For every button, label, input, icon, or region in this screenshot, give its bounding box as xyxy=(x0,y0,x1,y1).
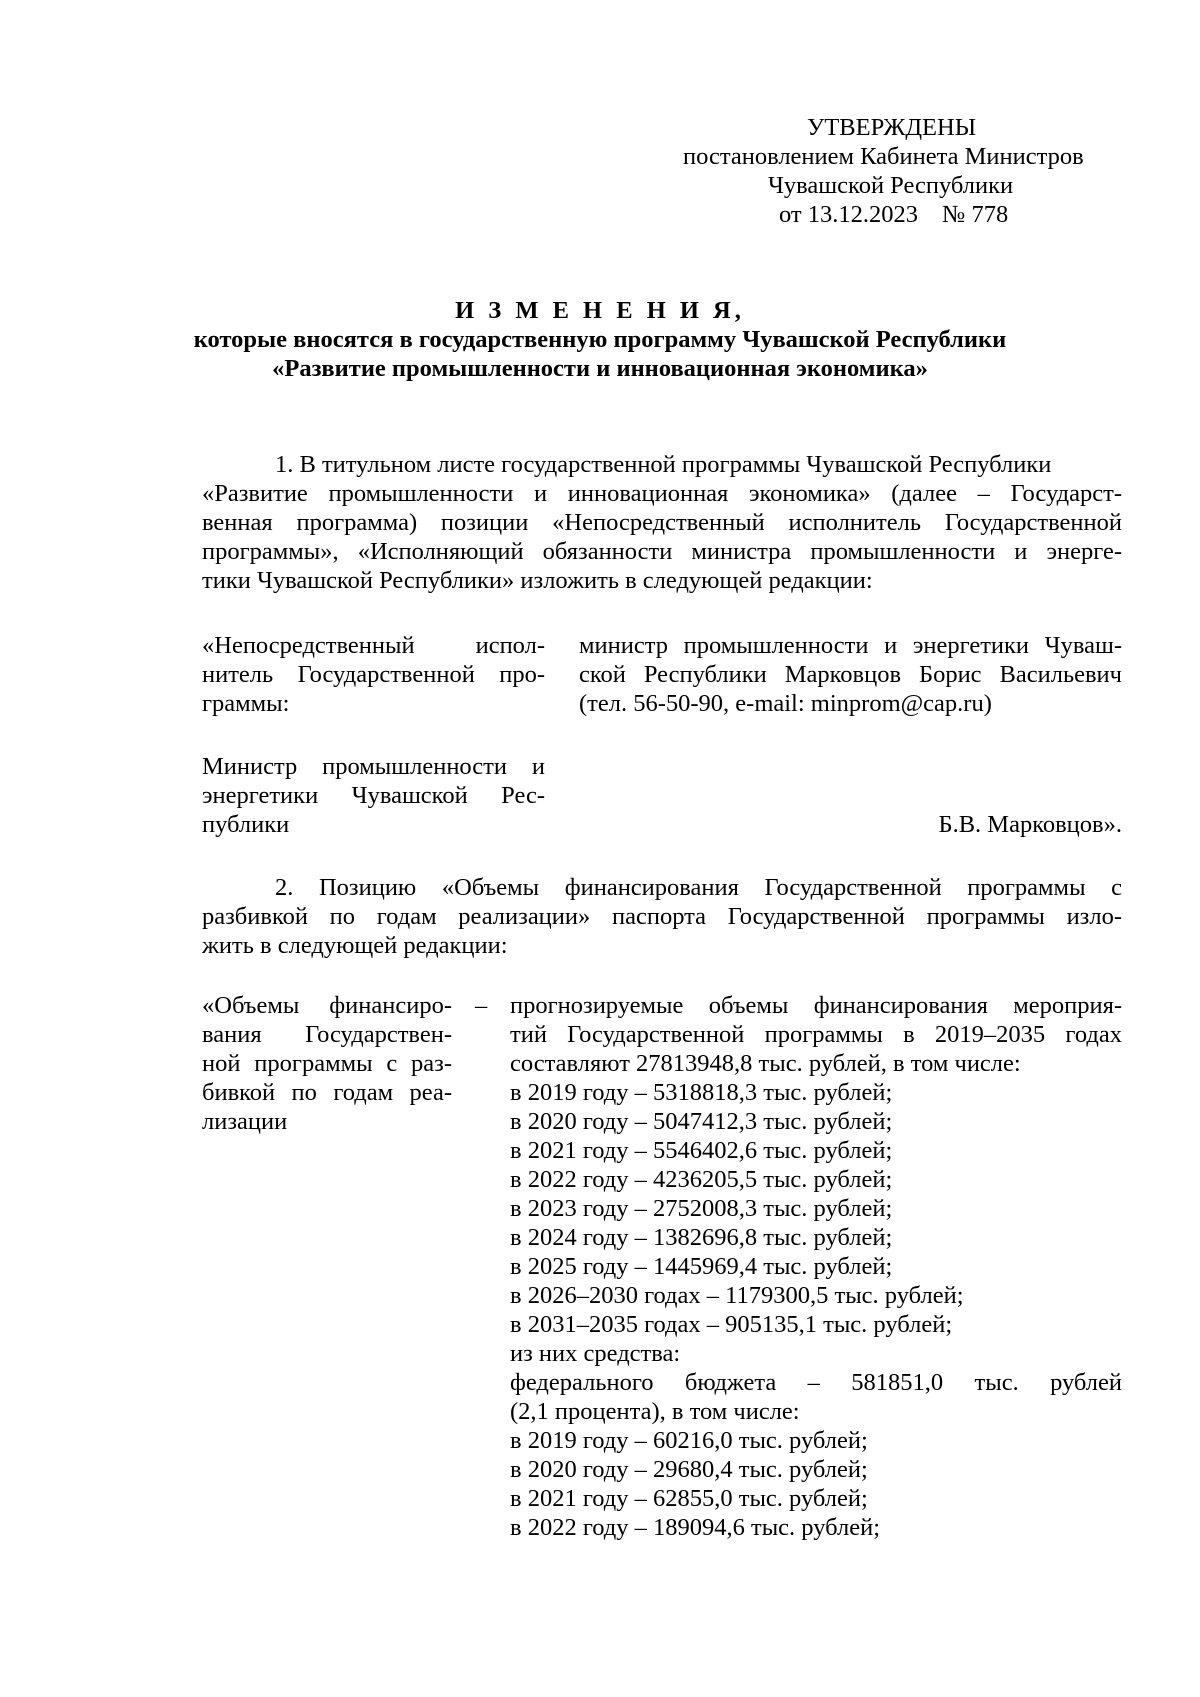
funding-value-line: составляют 27813948,8 тыс. рублей, в том числе: xyxy=(510,1050,1021,1077)
funding-value-line: в 2024 году – 1382696,8 тыс. рублей; xyxy=(510,1224,893,1251)
funding-value-line: тий Государственной программы в 2019–2035 годах xyxy=(510,1021,1122,1048)
approved-number: № 778 xyxy=(942,201,1009,228)
funding-value-line: в 2021 году – 5546402,6 тыс. рублей; xyxy=(510,1137,893,1164)
funding-value-line: в 2025 году – 1445969,4 тыс. рублей; xyxy=(510,1253,893,1280)
funding-value-line: федерального бюджета – 581851,0 тыс. рублей xyxy=(510,1369,1122,1396)
funding-label-line: ной программы с раз- xyxy=(202,1050,452,1077)
executor-label-line: «Непосредственный испол- xyxy=(202,632,545,659)
item-1-line: тики Чувашской Республики» изложить в следующей редакции: xyxy=(202,567,873,594)
funding-label-line: «Объемы финансиро- xyxy=(202,992,452,1019)
signature-position-line: Министр промышленности и xyxy=(202,753,545,780)
executor-value-line: (тел. 56-50-90, e-mail: minprom@cap.ru) xyxy=(579,690,992,717)
funding-value-line: прогнозируемые объемы финансирования мероприя- xyxy=(510,992,1122,1019)
approved-by-line: постановлением Кабинета Министров xyxy=(683,143,1084,170)
executor-label-cell xyxy=(202,631,545,718)
funding-value-line: в 2026–2030 годах – 1179300,5 тыс. рублей; xyxy=(510,1282,964,1309)
funding-value-line: в 2020 году – 29680,4 тыс. рублей; xyxy=(510,1456,868,1483)
signature-position-cell xyxy=(202,752,545,839)
funding-value-line: в 2019 году – 60216,0 тыс. рублей; xyxy=(510,1427,868,1454)
signature-name-text: Б.В. Марковцов». xyxy=(938,811,1122,838)
item-1-line: венная программа) позиции «Непосредственный исполнитель Государственной xyxy=(202,509,1122,536)
funding-label-cell xyxy=(202,991,452,1136)
executor-label-line: граммы: xyxy=(202,690,290,717)
funding-value-line: в 2019 году – 5318818,3 тыс. рублей; xyxy=(510,1079,893,1106)
item-1-line: программы», «Исполняющий обязанности министра промышленности и энерге- xyxy=(202,538,1122,565)
title-program-name: «Развитие промышленности и инновационная экономика» xyxy=(272,355,928,382)
approved-date: от 13.12.2023 xyxy=(779,201,919,228)
executor-value-line: министр промышленности и энергетики Чуваш- xyxy=(579,632,1122,659)
funding-dash-text: – xyxy=(475,992,488,1019)
approved-republic-line: Чувашской Республики xyxy=(768,172,1014,199)
funding-value-line: в 2022 году – 189094,6 тыс. рублей; xyxy=(510,1514,881,1541)
executor-value-cell xyxy=(579,631,1122,718)
title-subtitle: которые вносятся в государственную программу Чувашской Республики xyxy=(193,326,1007,353)
funding-dash xyxy=(475,991,495,1020)
funding-value-line: в 2031–2035 годах – 905135,1 тыс. рублей; xyxy=(510,1311,953,1338)
funding-value-line: в 2020 году – 5047412,3 тыс. рублей; xyxy=(510,1108,893,1135)
funding-value-line: в 2023 году – 2752008,3 тыс. рублей; xyxy=(510,1195,893,1222)
signature-name xyxy=(900,810,1122,839)
executor-value-line: ской Республики Марковцов Борис Васильевич xyxy=(579,661,1122,688)
funding-label-line: бивкой по годам реа- xyxy=(202,1079,452,1106)
signature-position-line: публики xyxy=(202,811,290,838)
item-1-paragraph xyxy=(202,450,1122,595)
item-2-line: разбивкой по годам реализации» паспорта Государственной программы изло- xyxy=(202,903,1122,930)
funding-value-line: в 2022 году – 4236205,5 тыс. рублей; xyxy=(510,1166,893,1193)
approved-label: УТВЕРЖДЕНЫ xyxy=(807,114,977,141)
item-1-line: «Развитие промышленности и инновационная экономика» (далее – Государст- xyxy=(202,480,1122,507)
title-changes: И З М Е Н Е Н И Я, xyxy=(455,297,745,324)
item-2-line: 2. Позицию «Объемы финансирования Государственной программы с xyxy=(275,874,1122,901)
item-2-line: жить в следующей редакции: xyxy=(202,932,508,959)
funding-label-line: вания Государствен- xyxy=(202,1021,452,1048)
executor-label-line: нитель Государственной про- xyxy=(202,661,545,688)
signature-position-line: энергетики Чувашской Рес- xyxy=(202,782,545,809)
funding-value-line: в 2021 году – 62855,0 тыс. рублей; xyxy=(510,1485,868,1512)
funding-value-line: (2,1 процента), в том числе: xyxy=(510,1398,800,1425)
funding-value-line: из них средства: xyxy=(510,1340,681,1367)
funding-value-cell xyxy=(510,991,1122,1542)
document-title xyxy=(0,296,1200,383)
item-2-paragraph xyxy=(202,873,1122,960)
item-1-line: 1. В титульном листе государственной программы Чувашской Республики xyxy=(275,451,1052,478)
funding-label-line: лизации xyxy=(202,1108,288,1135)
